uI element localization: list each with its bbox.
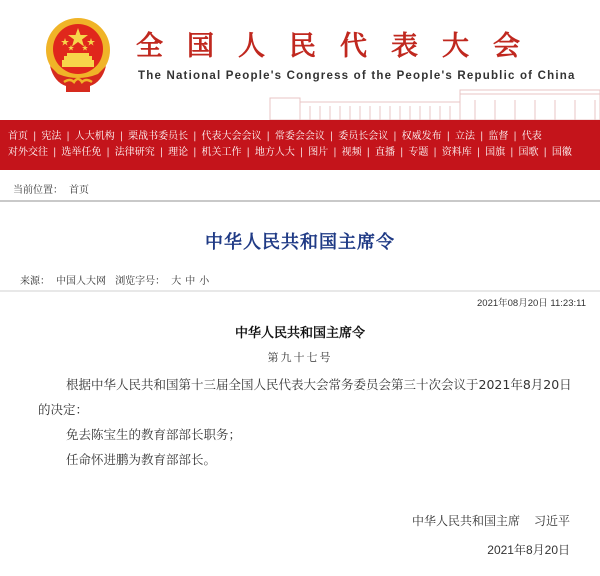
paragraph-appointment: 任命怀进鹏为教育部部长。 (66, 452, 217, 467)
site-header (0, 0, 600, 120)
nav-item-pictures[interactable]: 图片 (308, 147, 329, 158)
signer-title: 中华人民共和国主席 (411, 514, 520, 528)
breadcrumb-home-link[interactable]: 首页 (69, 185, 89, 196)
nav-item-chairmen-council[interactable]: 委员长会议 (338, 131, 389, 142)
signature-date: 2021年8月20日 (487, 543, 570, 557)
nav-row-2: 对外交往 | 选举任免 | 法律研究 | 理论 | 机关工作 | 地方人大 | 图片 | 视频 | 直播 | 专题 | 资料库 | 国旗 | 国歌 | 国徽 (8, 147, 572, 158)
paragraph-removal: 免去陈宝生的教育部部长职务； (66, 427, 242, 442)
main-nav (0, 120, 600, 170)
nav-item-office-work[interactable]: 机关工作 (201, 147, 242, 158)
source-label: 来源： (20, 276, 50, 287)
great-hall-building-icon (260, 86, 600, 120)
nav-item-national-flag[interactable]: 国旗 (485, 147, 506, 158)
nav-item-database[interactable]: 资料库 (441, 147, 472, 158)
nav-item-live[interactable]: 直播 (375, 147, 395, 158)
nav-item-elections[interactable]: 选举任免 (61, 147, 102, 158)
nav-item-official-releases[interactable]: 权威发布 (401, 131, 442, 142)
breadcrumb (0, 172, 600, 202)
page-title: 中华人民共和国主席令 (205, 232, 395, 253)
source-value: 中国人大网 (56, 276, 106, 287)
font-size-medium[interactable]: 中 (185, 276, 196, 287)
signature-block (412, 512, 570, 529)
nav-item-constitution[interactable]: 宪法 (41, 131, 62, 142)
nav-item-national-emblem[interactable]: 国徽 (551, 147, 572, 158)
nav-item-standing-committee[interactable]: 常委会会议 (274, 131, 325, 142)
font-size-small[interactable]: 小 (199, 276, 210, 287)
nav-item-deputies[interactable]: 代表 (521, 131, 542, 142)
nav-item-legislation[interactable]: 立法 (455, 131, 475, 142)
nav-item-home[interactable]: 首页 (8, 131, 28, 142)
paragraph-decision: 根据中华人民共和国第十三届全国人民代表大会常务委员会第三十次会议于2021年8月20日的决定： (38, 377, 572, 417)
nav-item-legal-research[interactable]: 法律研究 (114, 147, 155, 158)
document-number: 第九十七号 (267, 351, 333, 364)
font-size-label: 浏览字号： (115, 276, 166, 287)
nav-item-topics[interactable]: 专题 (408, 147, 429, 158)
site-title-chinese: 全国人民代表大会 (136, 31, 544, 62)
nav-item-videos[interactable]: 视频 (341, 147, 362, 158)
font-size-large[interactable]: 大 (171, 276, 182, 287)
signer-name: 习近平 (533, 514, 570, 528)
nav-item-theory[interactable]: 理论 (168, 147, 189, 158)
publish-timestamp: 2021年08月20日 11:23:11 (477, 298, 586, 309)
national-emblem-icon[interactable] (40, 16, 116, 96)
breadcrumb-label: 当前位置： (13, 185, 63, 196)
nav-row-1: 首页 | 宪法 | 人大机构 | 栗战书委员长 | 代表大会会议 | 常委会会议 | 委员长会议 | 权威发布 | 立法 | 监督 | 代表 (8, 131, 542, 142)
nav-item-national-anthem[interactable]: 国歌 (518, 147, 539, 158)
nav-item-institutions[interactable]: 人大机构 (74, 131, 115, 142)
article-meta (0, 272, 600, 292)
site-title-english: The National People's Congress of the People's Republic of China (138, 70, 576, 82)
nav-item-congress-sessions[interactable]: 代表大会会议 (201, 131, 262, 142)
nav-item-foreign-affairs[interactable]: 对外交往 (8, 147, 48, 158)
nav-item-chairman[interactable]: 栗战书委员长 (128, 131, 189, 142)
nav-item-local-congress[interactable]: 地方人大 (254, 147, 295, 158)
document-title: 中华人民共和国主席令 (234, 326, 365, 341)
nav-item-supervision[interactable]: 监督 (488, 131, 509, 142)
